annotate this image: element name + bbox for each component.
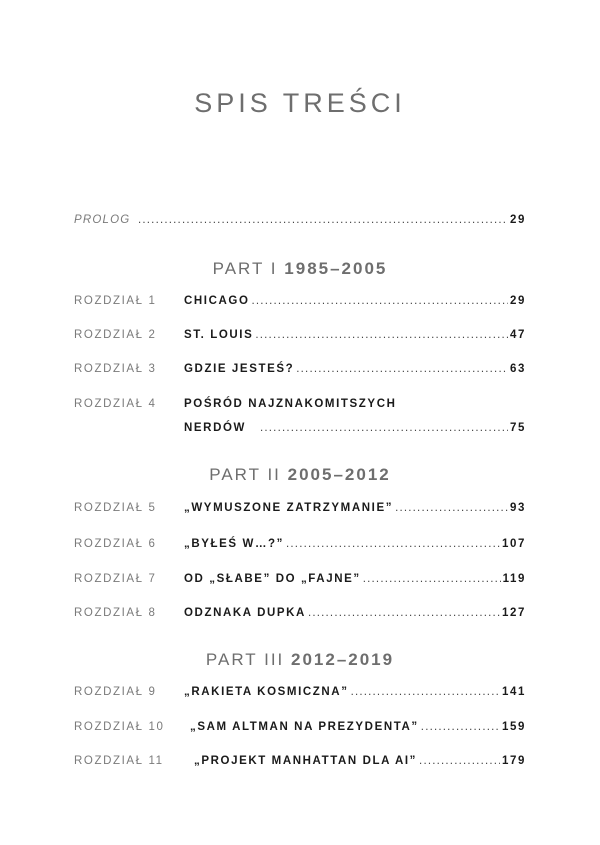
chapter-title: OD „SŁABE” DO „FAJNE” [184, 573, 361, 585]
chapter-label: ROZDZIAŁ 5 [74, 502, 157, 514]
part-heading-2 [0, 465, 600, 485]
dot-leader [255, 329, 508, 341]
chapter-label: ROZDZIAŁ 7 [74, 573, 157, 585]
toc-entry-chapter-7[interactable] [74, 573, 526, 593]
chapter-line-1 [184, 398, 526, 410]
chapter-title: GDZIE JESTEŚ? [184, 363, 295, 375]
toc-entry-chapter-9[interactable] [74, 686, 526, 706]
page-number: 47 [510, 329, 526, 341]
dot-leader [421, 721, 500, 733]
chapter-label: ROZDZIAŁ 6 [74, 538, 157, 550]
toc-entry-chapter-11[interactable] [74, 755, 526, 775]
chapter-line [190, 721, 526, 733]
chapter-title: ST. LOUIS [184, 329, 254, 341]
chapter-title-cont: NERDÓW [184, 422, 246, 434]
chapter-label: ROZDZIAŁ 9 [74, 686, 157, 698]
page-number: 29 [510, 214, 526, 226]
chapter-title: „PROJEKT MANHATTAN DLA AI” [194, 755, 418, 767]
toc-entry-chapter-10[interactable] [74, 721, 526, 741]
chapter-line [184, 295, 526, 307]
chapter-label: ROZDZIAŁ 11 [74, 755, 164, 767]
chapter-title: ODZNAKA DUPKA [184, 607, 306, 619]
chapter-line [184, 607, 526, 619]
dot-leader [252, 295, 508, 307]
toc-entry-chapter-2[interactable] [74, 329, 526, 349]
dot-leader [286, 538, 500, 550]
dot-leader [308, 607, 500, 619]
toc-entry-chapter-4[interactable] [74, 398, 526, 440]
chapter-line [184, 686, 526, 698]
dot-leader [351, 686, 500, 698]
page-number: 75 [510, 422, 526, 434]
toc-entry-chapter-1[interactable] [74, 295, 526, 315]
prolog-line [136, 214, 526, 226]
part-title: PART III [205, 650, 285, 669]
part-years: 2012–2019 [291, 650, 395, 669]
part-title: PART II [209, 465, 281, 484]
prolog-label: PROLOG [74, 214, 131, 226]
dot-leader [419, 755, 500, 767]
toc-entry-chapter-5[interactable] [74, 502, 526, 522]
chapter-line [184, 363, 526, 375]
chapter-label: ROZDZIAŁ 10 [74, 721, 165, 733]
page-number: 159 [502, 721, 526, 733]
chapter-title: „SAM ALTMAN NA PREZYDENTA” [190, 721, 419, 733]
toc-entry-chapter-6[interactable] [74, 538, 526, 558]
chapter-line [184, 502, 526, 514]
chapter-label: ROZDZIAŁ 2 [74, 329, 157, 341]
chapter-title: POŚRÓD NAJZNAKOMITSZYCH [184, 398, 397, 410]
dot-leader [138, 214, 508, 226]
chapter-line [194, 755, 526, 767]
chapter-title: „WYMUSZONE ZATRZYMANIE” [184, 502, 394, 514]
chapter-title: CHICAGO [184, 295, 250, 307]
part-heading-1 [0, 259, 600, 279]
toc-entry-chapter-3[interactable] [74, 363, 526, 383]
part-heading-3 [0, 650, 600, 670]
part-years: 2005–2012 [287, 465, 391, 484]
page-number: 93 [510, 502, 526, 514]
toc-entry-chapter-8[interactable] [74, 607, 526, 627]
chapter-label: ROZDZIAŁ 4 [74, 398, 157, 410]
dot-leader [296, 363, 508, 375]
dot-leader [395, 502, 508, 514]
chapter-label: ROZDZIAŁ 1 [74, 295, 157, 307]
part-title: PART I [212, 259, 278, 278]
chapter-label: ROZDZIAŁ 8 [74, 607, 157, 619]
dot-leader [260, 422, 508, 434]
chapter-label: ROZDZIAŁ 3 [74, 363, 157, 375]
chapter-line-2 [184, 422, 526, 434]
dot-leader [363, 573, 501, 585]
page-number: 141 [502, 686, 526, 698]
chapter-line [184, 329, 526, 341]
chapter-line [184, 538, 526, 550]
page-number: 29 [510, 295, 526, 307]
page-number: 127 [502, 607, 526, 619]
part-years: 1985–2005 [284, 259, 388, 278]
page-number: 179 [502, 755, 526, 767]
page-number: 63 [510, 363, 526, 375]
chapter-line [184, 573, 526, 585]
toc-entry-prolog[interactable] [74, 214, 526, 234]
page-number: 119 [502, 573, 526, 585]
chapter-title: „BYŁEŚ W…?” [184, 538, 285, 550]
page-title: SPIS TREŚCI [194, 88, 406, 118]
chapter-title: „RAKIETA KOSMICZNA” [184, 686, 349, 698]
page-number: 107 [502, 538, 526, 550]
